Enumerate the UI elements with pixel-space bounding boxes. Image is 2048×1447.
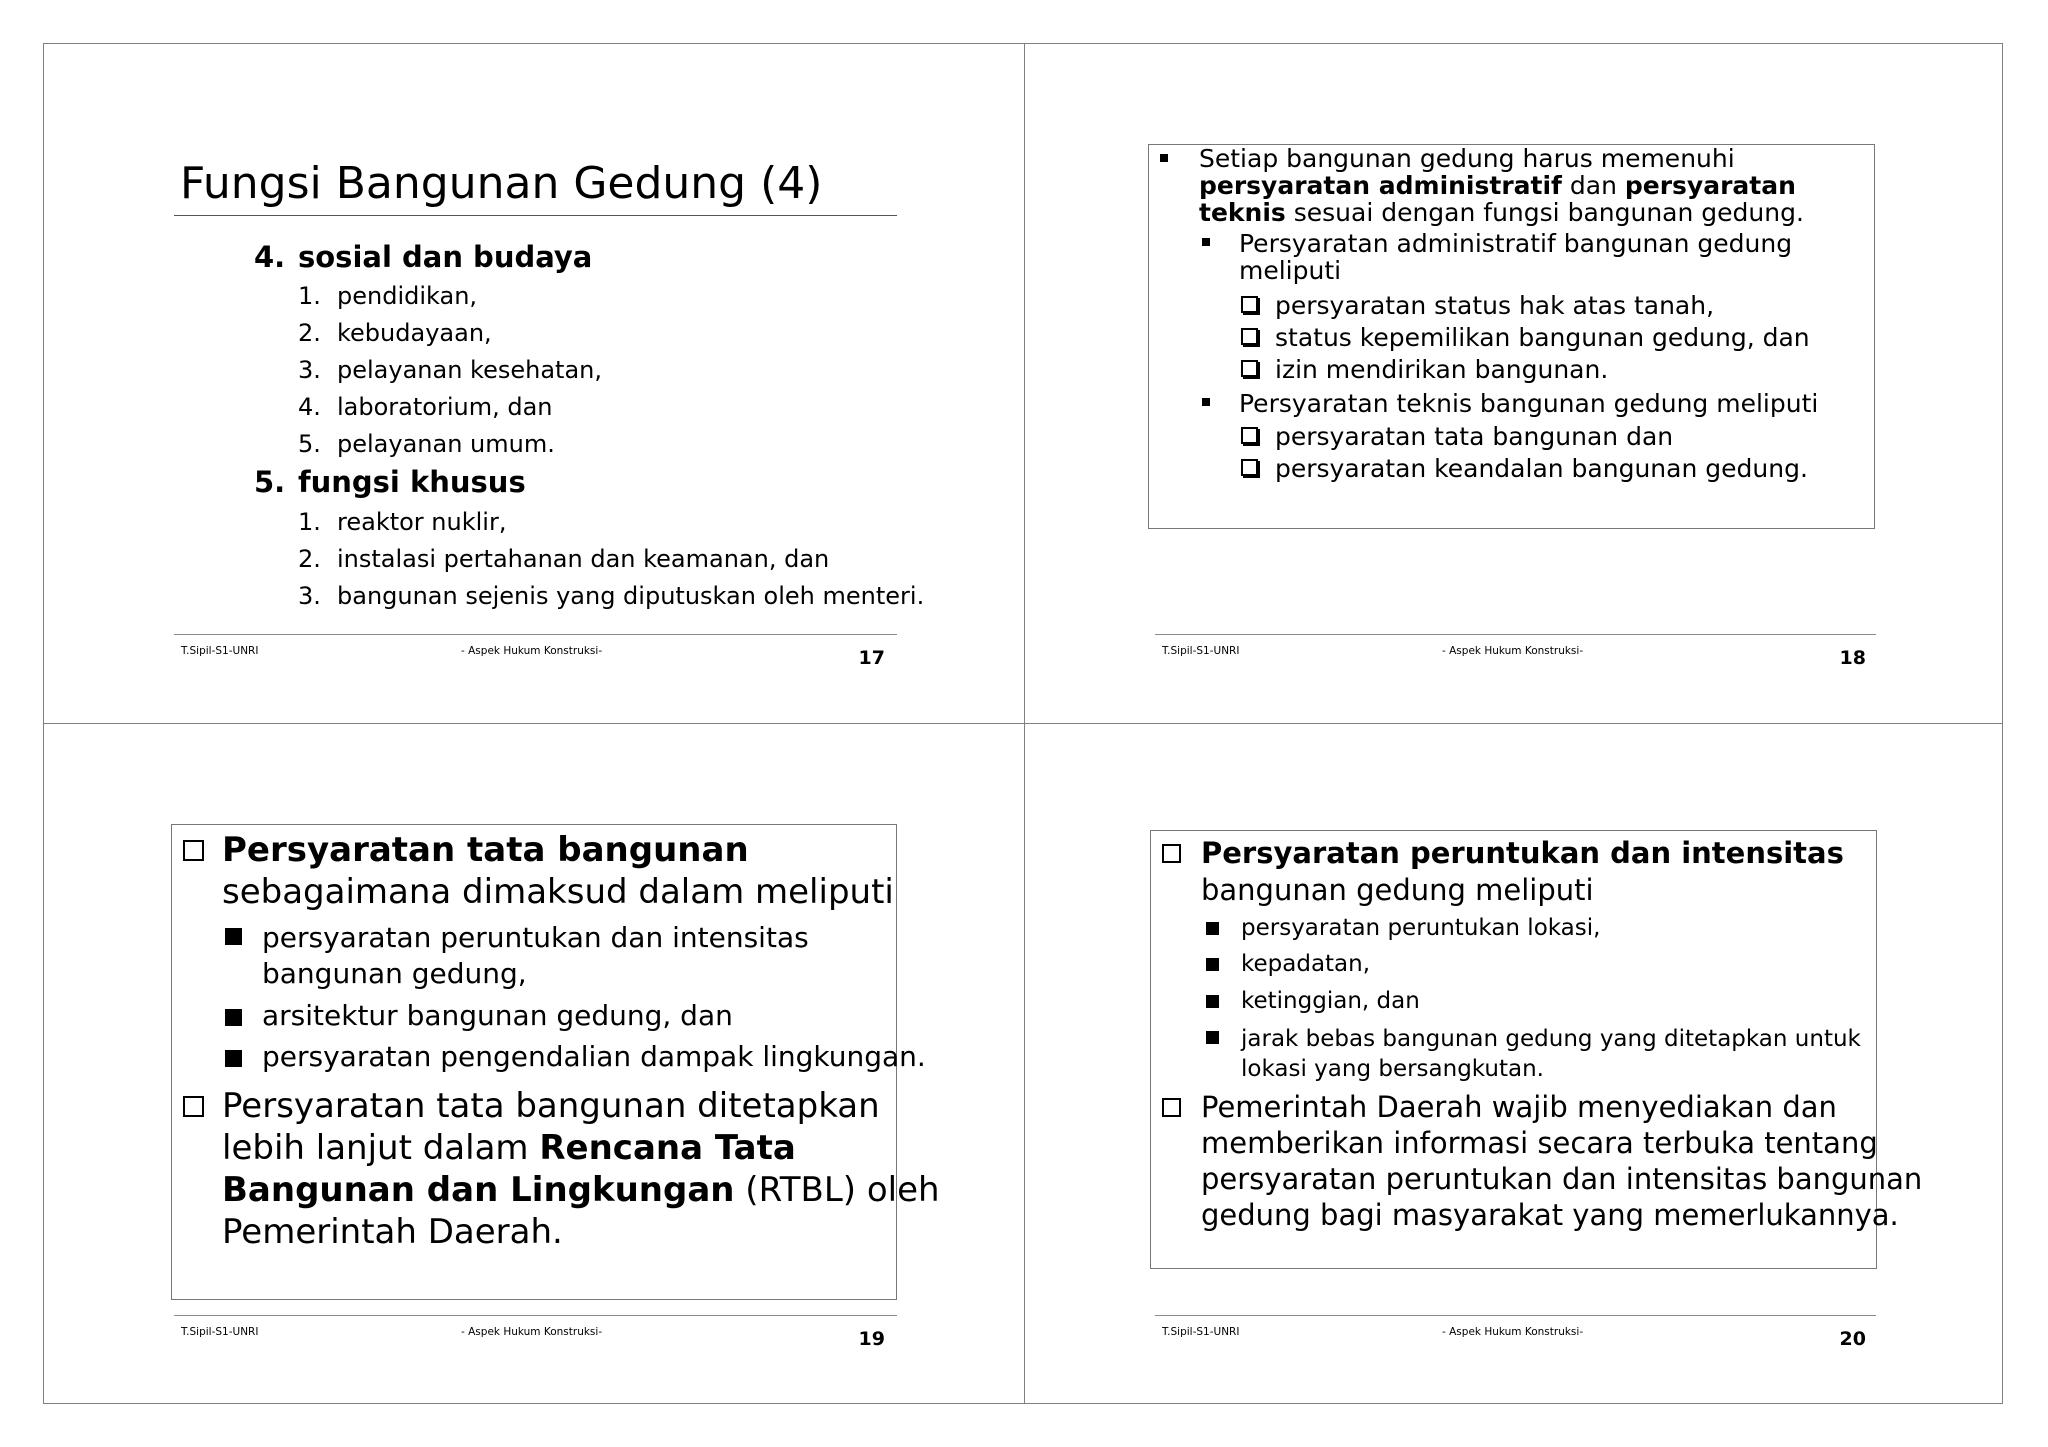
- list-item: 5. pelayanan umum.: [298, 430, 555, 458]
- checkbox-bullet-icon: [1241, 296, 1258, 313]
- square-bullet-icon: [225, 1050, 242, 1067]
- footer-source: T.Sipil-S1-UNRI: [1162, 645, 1240, 657]
- checkbox-bullet-icon: [183, 840, 204, 861]
- square-bullet-icon: [1206, 922, 1219, 935]
- checkbox-bullet-icon: [1241, 427, 1258, 444]
- list-item: 4. laboratorium, dan: [298, 393, 553, 421]
- admin-item: persyaratan status hak atas tanah,: [1275, 291, 1715, 320]
- paragraph-1: Persyaratan peruntukan dan intensitas bangunan gedung meliputi: [1201, 836, 1844, 907]
- admin-heading: Persyaratan administratif bangunan gedung meliputi: [1239, 229, 1793, 285]
- footer-rule: [174, 1315, 897, 1316]
- square-bullet-icon: [225, 928, 242, 945]
- square-bullet-icon: [1206, 958, 1219, 971]
- teknis-heading: Persyaratan teknis bangunan gedung meliputi: [1239, 389, 1819, 418]
- paragraph-2: Pemerintah Daerah wajib menyediakan dan memberikan informasi secara terbuka tentang persyaratan peruntukan dan intensitas bangunan gedung bagi masyarakat yang memerlukannya.: [1201, 1090, 1923, 1232]
- bullet-item: kepadatan,: [1241, 951, 1371, 977]
- footer-rule: [174, 634, 897, 635]
- checkbox-bullet-icon: [1241, 328, 1258, 345]
- square-bullet-icon: [1202, 398, 1210, 406]
- bullet-item: ketinggian, dan: [1241, 988, 1420, 1014]
- list-item: 2. instalasi pertahanan dan keamanan, dan: [298, 545, 830, 573]
- paragraph-2: Persyaratan tata bangunan ditetapkan lebih lanjut dalam Rencana Tata Bangunan dan Lingkungan (RTBL) oleh Pemerintah Daerah.: [222, 1086, 940, 1252]
- footer-course: - Aspek Hukum Konstruksi-: [1442, 1326, 1584, 1338]
- page-number: 19: [858, 1328, 885, 1350]
- admin-item: izin mendirikan bangunan.: [1275, 355, 1609, 384]
- paragraph-1: Persyaratan tata bangunan sebagaimana dimaksud dalam meliputi: [222, 830, 894, 912]
- footer-source: T.Sipil-S1-UNRI: [181, 1326, 259, 1338]
- title-rule: [174, 215, 897, 216]
- teknis-item: persyaratan keandalan bangunan gedung.: [1275, 454, 1808, 483]
- square-bullet-icon: [1160, 154, 1168, 162]
- section-heading: [254, 240, 592, 274]
- section-label: fungsi khusus: [298, 465, 526, 499]
- section-label: sosial dan budaya: [298, 240, 593, 274]
- checkbox-bullet-icon: [183, 1096, 204, 1117]
- list-item: 2. kebudayaan,: [298, 319, 492, 347]
- checkbox-bullet-icon: [1162, 844, 1181, 863]
- checkbox-bullet-icon: [1241, 360, 1258, 377]
- teknis-item: persyaratan tata bangunan dan: [1275, 422, 1674, 451]
- checkbox-bullet-icon: [1162, 1098, 1181, 1117]
- square-bullet-icon: [1202, 238, 1210, 246]
- section-number: 4.: [254, 240, 286, 274]
- bullet-item: arsitektur bangunan gedung, dan: [262, 999, 733, 1032]
- footer-rule: [1155, 1315, 1876, 1316]
- list-item: 3. pelayanan kesehatan,: [298, 356, 602, 384]
- page-number: 17: [858, 647, 885, 669]
- square-bullet-icon: [225, 1009, 242, 1026]
- footer-source: T.Sipil-S1-UNRI: [1162, 1326, 1240, 1338]
- slide-title: Fungsi Bangunan Gedung (4): [180, 158, 823, 209]
- bullet-item: persyaratan peruntukan dan intensitas bangunan gedung,: [262, 921, 809, 990]
- footer-source: T.Sipil-S1-UNRI: [181, 645, 259, 657]
- page-number: 20: [1839, 1328, 1866, 1350]
- footer-course: - Aspek Hukum Konstruksi-: [461, 645, 603, 657]
- list-item: 1. reaktor nuklir,: [298, 508, 507, 536]
- section-number: 5.: [254, 465, 286, 499]
- square-bullet-icon: [1206, 1031, 1219, 1044]
- bullet-item: persyaratan peruntukan lokasi,: [1241, 915, 1601, 941]
- square-bullet-icon: [1206, 995, 1219, 1008]
- horizontal-divider: [43, 723, 2003, 724]
- section-heading: [254, 465, 526, 499]
- admin-item: status kepemilikan bangunan gedung, dan: [1275, 323, 1810, 352]
- bullet-item: jarak bebas bangunan gedung yang ditetapkan untuk lokasi yang bersangkutan.: [1241, 1026, 1861, 1082]
- page-number: 18: [1839, 647, 1866, 669]
- list-item: 1. pendidikan,: [298, 282, 478, 310]
- list-item: 3. bangunan sejenis yang diputuskan oleh menteri.: [298, 582, 925, 610]
- footer-course: - Aspek Hukum Konstruksi-: [461, 1326, 603, 1338]
- intro-text: Setiap bangunan gedung harus memenuhi persyaratan administratif dan persyaratan teknis sesuai dengan fungsi bangunan gedung.: [1199, 144, 1804, 227]
- footer-rule: [1155, 634, 1876, 635]
- checkbox-bullet-icon: [1241, 459, 1258, 476]
- footer-course: - Aspek Hukum Konstruksi-: [1442, 645, 1584, 657]
- bullet-item: persyaratan pengendalian dampak lingkungan.: [262, 1040, 926, 1073]
